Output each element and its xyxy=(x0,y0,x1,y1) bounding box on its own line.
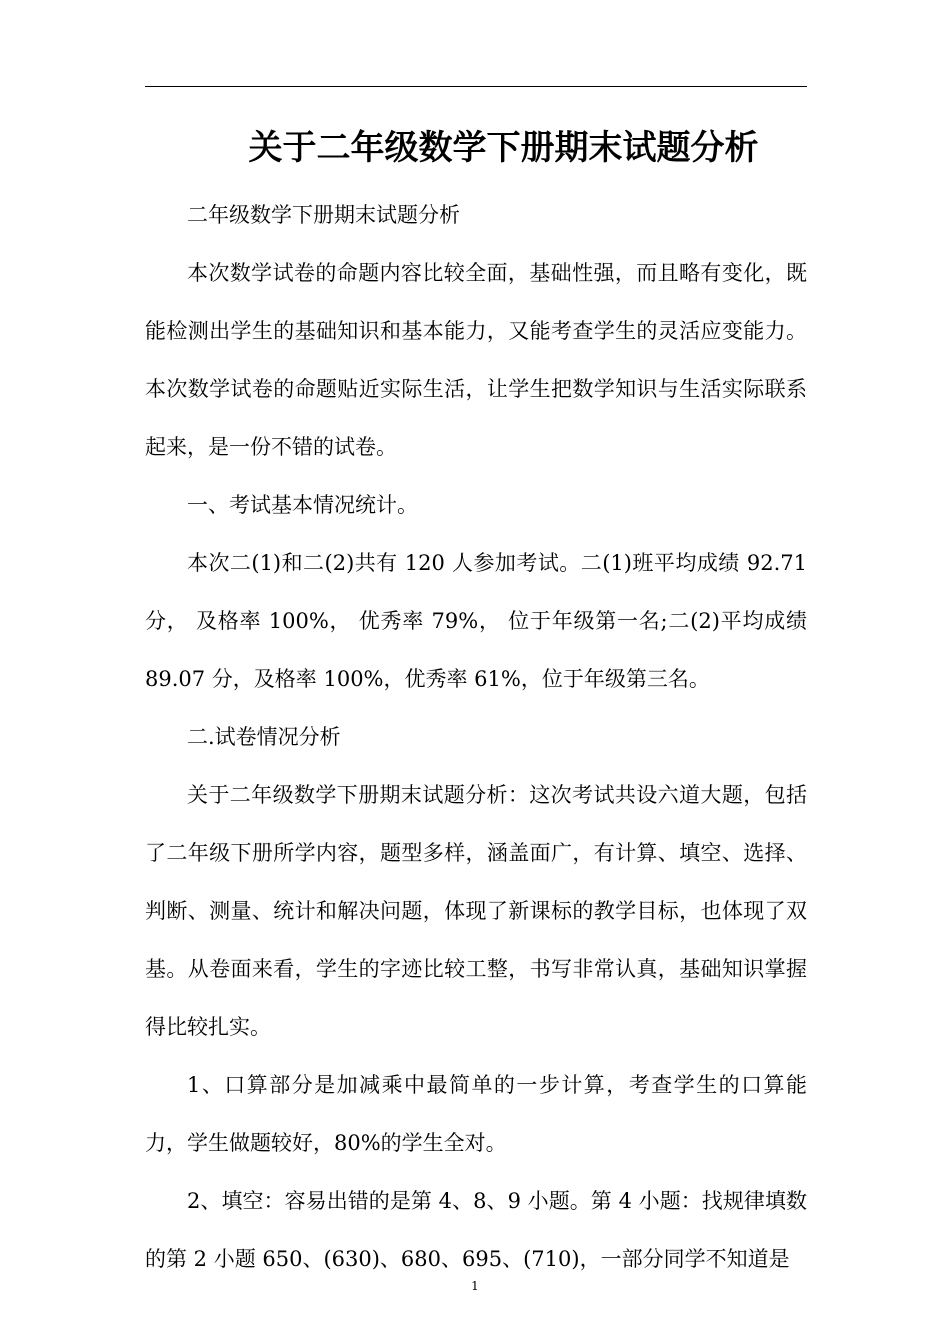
section-heading-analysis: 二.试卷情况分析 xyxy=(187,725,341,749)
section-heading-statistics: 一、考试基本情况统计。 xyxy=(187,493,418,517)
page-number: 1 xyxy=(471,1279,479,1293)
statistics-paragraph: 本次二(1)和二(2)共有 120 人参加考试。二(1)班平均成绩 92.71 分， 及格率 100%， 优秀率 79%， 位于年级第一名;二(2)平均成绩 89.07 分，及格率 100%，优秀率 61%，位于年级第三名。 xyxy=(145,551,807,691)
intro-paragraph: 本次数学试卷的命题内容比较全面，基础性强，而且略有变化，既能检测出学生的基础知识和基本能力，又能考查学生的灵活应变能力。本次数学试卷的命题贴近实际生活，让学生把数学知识与生活实际联系起来，是一份不错的试卷。 xyxy=(145,261,807,459)
subtitle-paragraph: 二年级数学下册期末试题分析 xyxy=(187,203,460,227)
document-body xyxy=(145,186,807,1288)
analysis-paragraph: 关于二年级数学下册期末试题分析：这次考试共设六道大题，包括了二年级下册所学内容，题型多样，涵盖面广，有计算、填空、选择、判断、测量、统计和解决问题，体现了新课标的教学目标，也体现了双基。从卷面来看，学生的字迹比较工整，书写非常认真，基础知识掌握得比较扎实。 xyxy=(145,783,807,1039)
header-rule xyxy=(145,86,807,87)
document-title: 关于二年级数学下册期末试题分析 xyxy=(248,128,759,168)
fill-in-paragraph: 2、填空：容易出错的是第 4、8、9 小题。第 4 小题：找规律填数的第 2 小题 650、(630)、680、695、(710)，一部分同学不知道是 xyxy=(145,1189,807,1271)
oral-calculation-paragraph: 1、口算部分是加减乘中最简单的一步计算，考查学生的口算能力，学生做题较好，80%的学生全对。 xyxy=(145,1073,807,1155)
